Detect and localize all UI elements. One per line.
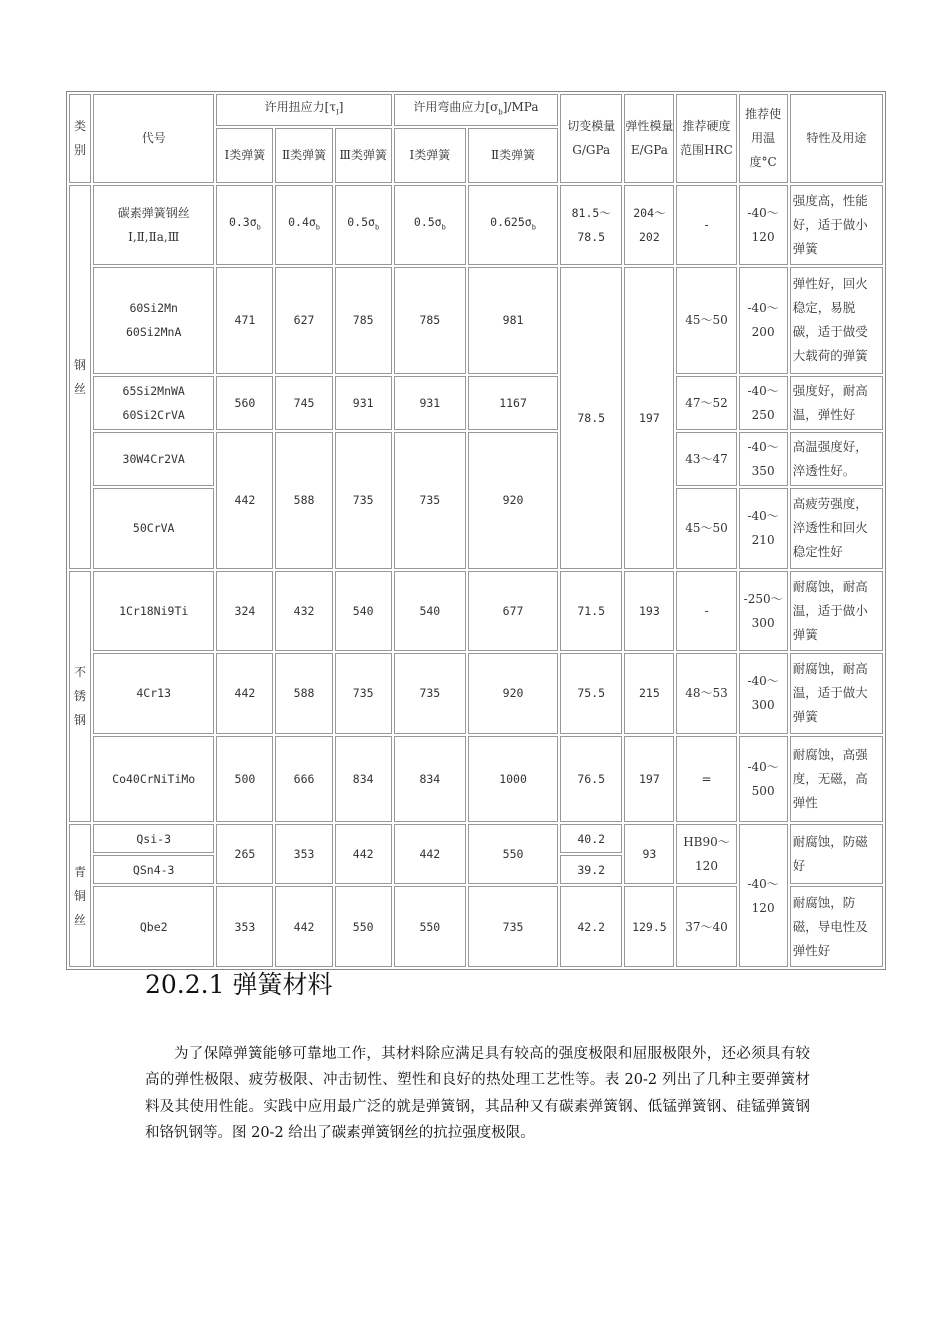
bending-class2-cell: 981 bbox=[468, 267, 558, 374]
temperature-cell: -40～250 bbox=[739, 376, 788, 430]
torsion-class1-cell: 353 bbox=[216, 886, 273, 967]
bending-class2-cell: 1000 bbox=[468, 736, 558, 823]
feature-cell: 耐腐蚀，防磁，导电性及弹性好 bbox=[790, 886, 883, 967]
torsion-class3-cell: 735 bbox=[335, 653, 392, 733]
feature-cell: 耐腐蚀，防磁好 bbox=[790, 824, 883, 884]
torsion-class1-cell: 560 bbox=[216, 376, 273, 430]
code-cell: 50CrVA bbox=[93, 488, 214, 568]
torsion-class3-cell: 550 bbox=[335, 886, 392, 967]
bending-class1-cell: $0.5\sigma_b$ bbox=[394, 185, 466, 265]
feature-cell: 高温强度好，淬透性好。 bbox=[790, 432, 883, 486]
temperature-cell: -40～120 bbox=[739, 824, 788, 967]
code-cell: 60Si2Mn 60Si2MnA bbox=[93, 267, 214, 374]
header-code: 代号 bbox=[93, 94, 214, 183]
torsion-class2-cell: 442 bbox=[275, 886, 332, 967]
hardness-cell: 37～40 bbox=[676, 886, 736, 967]
torsion-class3-cell: $0.5\sigma_b$ bbox=[335, 185, 392, 265]
temperature-cell: -40～120 bbox=[739, 185, 788, 265]
shear-modulus-cell: 76.5 bbox=[560, 736, 622, 823]
feature-cell: 耐腐蚀，耐高温，适于做小弹簧 bbox=[790, 571, 883, 651]
header-category: 类别 bbox=[69, 94, 91, 183]
hardness-cell: - bbox=[676, 185, 736, 265]
bending-class2-cell: 920 bbox=[468, 653, 558, 733]
elastic-modulus-cell: 193 bbox=[624, 571, 674, 651]
shear-modulus-cell: 40.2 bbox=[560, 824, 622, 853]
elastic-modulus-cell: 129.5 bbox=[624, 886, 674, 967]
torsion-class2-cell: $0.4\sigma_b$ bbox=[275, 185, 332, 265]
torsion-class2-cell: 588 bbox=[275, 653, 332, 733]
header-torsion: 许用扭应力$[\tau_I]$ bbox=[216, 94, 391, 126]
feature-cell: 强度好，耐高温，弹性好 bbox=[790, 376, 883, 430]
feature-cell: 耐腐蚀，耐高温，适于做大弹簧 bbox=[790, 653, 883, 733]
elastic-modulus-cell: 197 bbox=[624, 736, 674, 823]
code-cell: 65Si2MnWA 60Si2CrVA bbox=[93, 376, 214, 430]
code-cell: Qbe2 bbox=[93, 886, 214, 967]
header-temperature: 推荐使用温度°C bbox=[739, 94, 788, 183]
code-cell: QSn4-3 bbox=[93, 855, 214, 884]
torsion-class2-cell: 432 bbox=[275, 571, 332, 651]
feature-cell: 弹性好，回火稳定，易脱碳，适于做受大载荷的弹簧 bbox=[790, 267, 883, 374]
hardness-cell: 45～50 bbox=[676, 267, 736, 374]
temperature-cell: -250～300 bbox=[739, 571, 788, 651]
torsion-class2-cell: 353 bbox=[275, 824, 332, 884]
bending-class1-cell: 442 bbox=[394, 824, 466, 884]
category-bronze-wire: 青铜丝 bbox=[69, 824, 91, 967]
header-torsion-class2: Ⅱ类弹簧 bbox=[275, 128, 332, 182]
header-hardness: 推荐硬度范围HRC bbox=[676, 94, 736, 183]
torsion-class2-cell: 666 bbox=[275, 736, 332, 823]
bending-class1-cell: 550 bbox=[394, 886, 466, 967]
torsion-class1-cell: 324 bbox=[216, 571, 273, 651]
header-bending: 许用弯曲应力$[\sigma_b]$/MPa bbox=[394, 94, 558, 126]
temperature-cell: -40～300 bbox=[739, 653, 788, 733]
section-title: 20.2.1 弹簧材料 bbox=[145, 970, 333, 999]
torsion-class2-cell: 745 bbox=[275, 376, 332, 430]
header-elastic-modulus: 弹性模量E/GPa bbox=[624, 94, 674, 183]
hardness-cell: 43～47 bbox=[676, 432, 736, 486]
temperature-cell: -40～200 bbox=[739, 267, 788, 374]
torsion-class3-cell: 931 bbox=[335, 376, 392, 430]
header-torsion-class3: Ⅲ类弹簧 bbox=[335, 128, 392, 182]
spring-material-table bbox=[66, 91, 886, 970]
feature-cell: 耐腐蚀，高强度，无磁，高弹性 bbox=[790, 736, 883, 823]
code-cell: Qsi-3 bbox=[93, 824, 214, 853]
feature-cell: 高疲劳强度，淬透性和回火稳定性好 bbox=[790, 488, 883, 568]
torsion-class1-cell: 442 bbox=[216, 653, 273, 733]
temperature-cell: -40～210 bbox=[739, 488, 788, 568]
feature-cell: 强度高，性能好，适于做小弹簧 bbox=[790, 185, 883, 265]
bending-class2-cell: 550 bbox=[468, 824, 558, 884]
elastic-modulus-cell: 215 bbox=[624, 653, 674, 733]
code-cell: 碳素弹簧钢丝Ⅰ,Ⅱ,Ⅱa,Ⅲ bbox=[93, 185, 214, 265]
bending-class1-cell: 785 bbox=[394, 267, 466, 374]
torsion-class3-cell: 735 bbox=[335, 432, 392, 569]
code-cell: 1Cr18Ni9Ti bbox=[93, 571, 214, 651]
torsion-class3-cell: 442 bbox=[335, 824, 392, 884]
bending-class1-cell: 735 bbox=[394, 432, 466, 569]
hardness-cell: HB90～120 bbox=[676, 824, 736, 884]
elastic-modulus-group-cell: 197 bbox=[624, 267, 674, 569]
elastic-modulus-cell: 204～202 bbox=[624, 185, 674, 265]
torsion-class1-cell: 500 bbox=[216, 736, 273, 823]
torsion-class1-cell: 471 bbox=[216, 267, 273, 374]
shear-modulus-cell: 42.2 bbox=[560, 886, 622, 967]
shear-modulus-cell: 75.5 bbox=[560, 653, 622, 733]
torsion-class3-cell: 834 bbox=[335, 736, 392, 823]
code-cell: 30W4Cr2VA bbox=[93, 432, 214, 486]
shear-modulus-cell: 39.2 bbox=[560, 855, 622, 884]
temperature-cell: -40～350 bbox=[739, 432, 788, 486]
bending-class1-cell: 834 bbox=[394, 736, 466, 823]
bending-class1-cell: 931 bbox=[394, 376, 466, 430]
hardness-cell: 45～50 bbox=[676, 488, 736, 568]
hardness-cell: - bbox=[676, 571, 736, 651]
shear-modulus-cell: 81.5～78.5 bbox=[560, 185, 622, 265]
shear-modulus-cell: 71.5 bbox=[560, 571, 622, 651]
header-bending-class2: Ⅱ类弹簧 bbox=[468, 128, 558, 182]
category-stainless: 不锈钢 bbox=[69, 571, 91, 822]
torsion-class1-cell: 265 bbox=[216, 824, 273, 884]
bending-class2-cell: 1167 bbox=[468, 376, 558, 430]
header-feature: 特性及用途 bbox=[790, 94, 883, 183]
torsion-class1-cell: $0.3\sigma_b$ bbox=[216, 185, 273, 265]
bending-class2-cell: 735 bbox=[468, 886, 558, 967]
bending-class2-cell: 677 bbox=[468, 571, 558, 651]
elastic-modulus-cell: 93 bbox=[624, 824, 674, 884]
bending-class2-cell: $0.625\sigma_b$ bbox=[468, 185, 558, 265]
header-shear-modulus: 切变模量G/GPa bbox=[560, 94, 622, 183]
bending-class1-cell: 540 bbox=[394, 571, 466, 651]
shear-modulus-group-cell: 78.5 bbox=[560, 267, 622, 569]
code-cell: Co40CrNiTiMo bbox=[93, 736, 214, 823]
hardness-cell: 48～53 bbox=[676, 653, 736, 733]
temperature-cell: -40～500 bbox=[739, 736, 788, 823]
torsion-class3-cell: 785 bbox=[335, 267, 392, 374]
header-bending-class1: Ⅰ类弹簧 bbox=[394, 128, 466, 182]
torsion-class1-cell: 442 bbox=[216, 432, 273, 569]
bending-class2-cell: 920 bbox=[468, 432, 558, 569]
header-torsion-class1: Ⅰ类弹簧 bbox=[216, 128, 273, 182]
torsion-class2-cell: 627 bbox=[275, 267, 332, 374]
hardness-cell: 47～52 bbox=[676, 376, 736, 430]
torsion-class3-cell: 540 bbox=[335, 571, 392, 651]
body-paragraph: 为了保障弹簧能够可靠地工作，其材料除应满足具有较高的强度极限和屈服极限外，还必须具有较高的弹性极限、疲劳极限、冲击韧性、塑性和良好的热处理工艺性等。表 20-2 列出了几种主要弹簧材料及其使用性能。实践中应用最广泛的就是弹簧钢，其品种又有碳素弹簧钢、低锰弹簧钢、硅锰弹簧钢和铬钒钢等。图 20-2 给出了碳素弹簧钢丝的抗拉强度极限。 bbox=[145, 1046, 810, 1141]
code-cell: 4Cr13 bbox=[93, 653, 214, 733]
category-steel-wire: 钢丝 bbox=[69, 185, 91, 569]
torsion-class2-cell: 588 bbox=[275, 432, 332, 569]
hardness-cell: = bbox=[676, 736, 736, 823]
bending-class1-cell: 735 bbox=[394, 653, 466, 733]
